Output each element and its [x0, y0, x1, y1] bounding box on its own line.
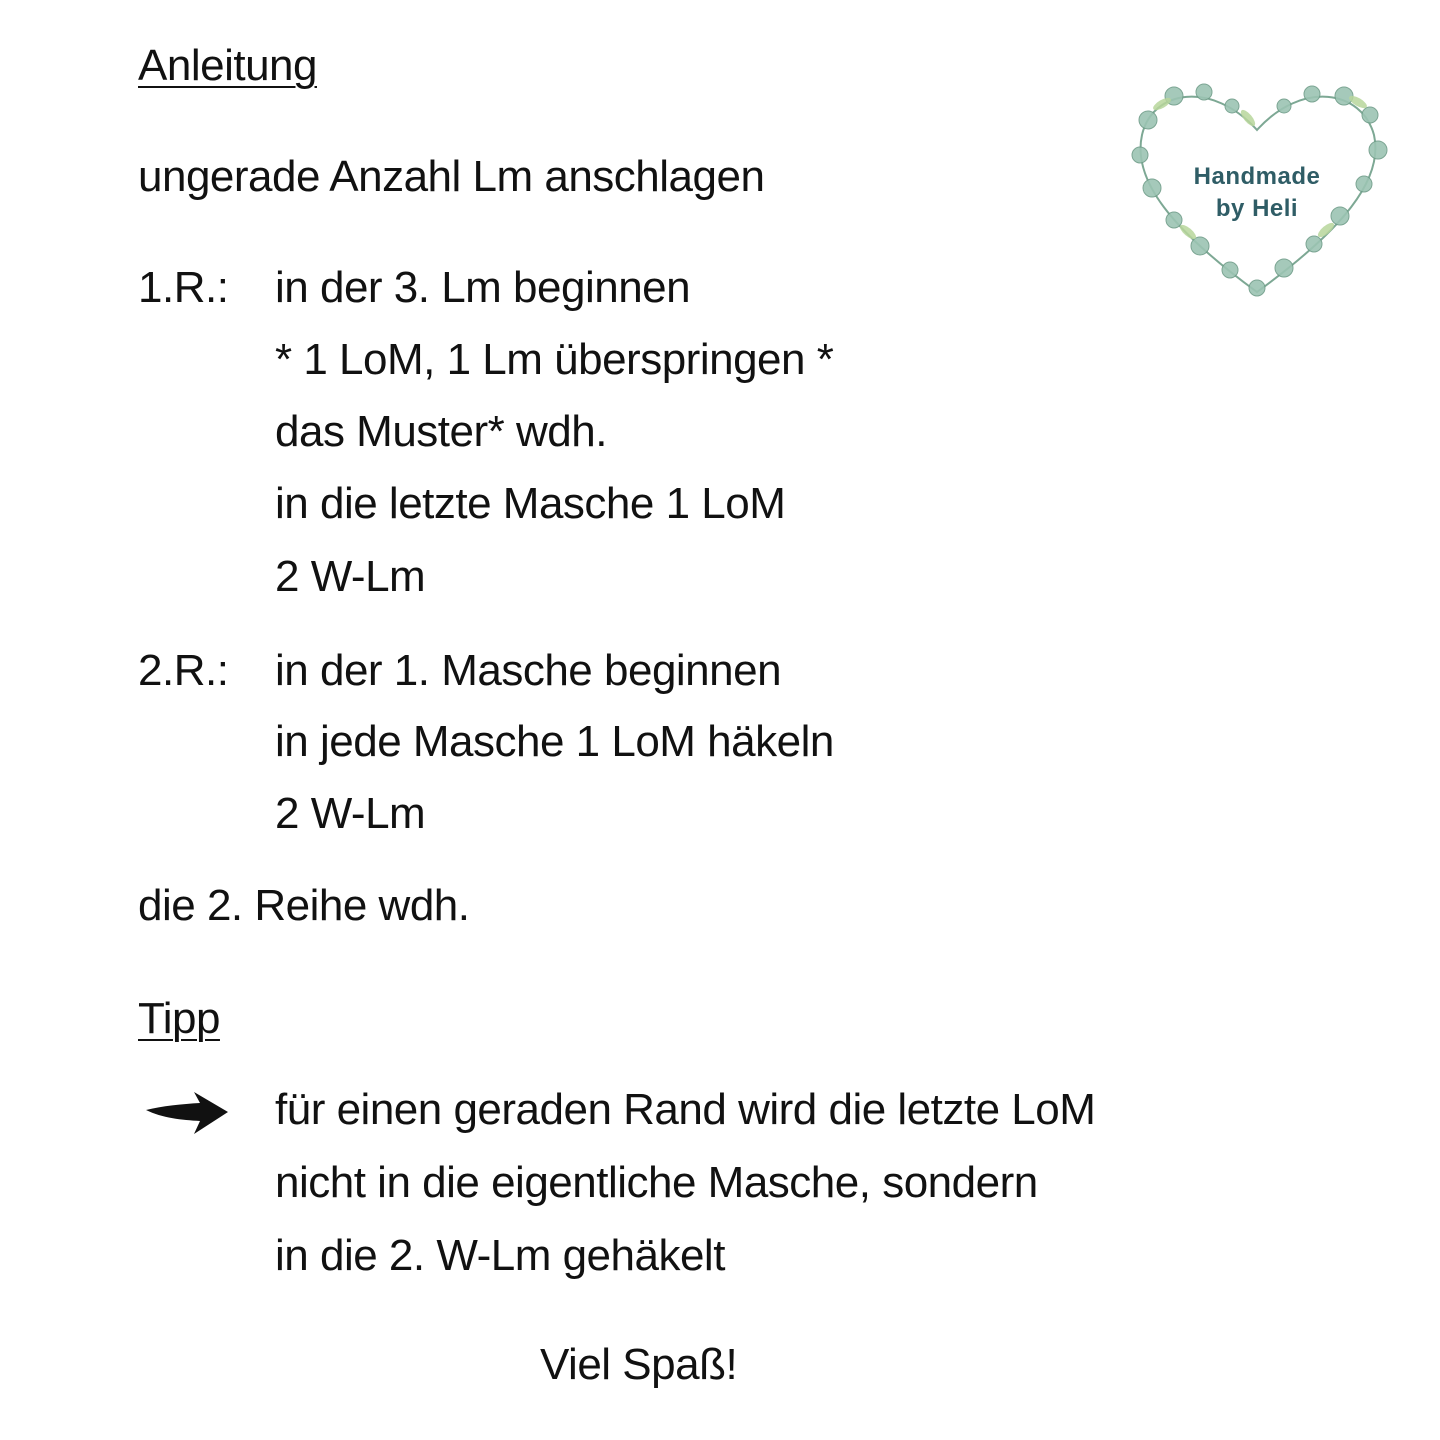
row2-line: 2 W-Lm — [275, 789, 426, 838]
row1-label: 1.R.: — [138, 263, 229, 312]
row1-line: 2 W-Lm — [275, 552, 426, 601]
row1-line: in die letzte Masche 1 LoM — [275, 479, 786, 528]
repeat-note: die 2. Reihe wdh. — [138, 881, 470, 930]
tip-line: in die 2. W-Lm gehäkelt — [275, 1231, 725, 1280]
logo-line1: Handmade — [1193, 163, 1321, 190]
handmade-by-heli-logo — [1112, 60, 1402, 310]
closing-text: Viel Spaß! — [540, 1340, 738, 1389]
row2-label: 2.R.: — [138, 646, 229, 695]
intro-text: ungerade Anzahl Lm anschlagen — [138, 152, 765, 201]
tip-line: nicht in die eigentliche Masche, sondern — [275, 1158, 1038, 1207]
row1-line: in der 3. Lm beginnen — [275, 263, 691, 312]
tip-line: für einen geraden Rand wird die letzte LoM — [275, 1085, 1096, 1134]
row2-line: in jede Masche 1 LoM häkeln — [275, 717, 834, 766]
arrow-right-icon — [142, 1088, 232, 1138]
row2-line: in der 1. Masche beginnen — [275, 646, 782, 695]
logo-line2: by Heli — [1215, 195, 1299, 222]
row1-line: * 1 LoM, 1 Lm überspringen * — [275, 335, 834, 384]
row1-line: das Muster* wdh. — [275, 407, 607, 456]
tip-heading: Tipp — [138, 994, 220, 1043]
instructions-heading: Anleitung — [138, 41, 317, 90]
